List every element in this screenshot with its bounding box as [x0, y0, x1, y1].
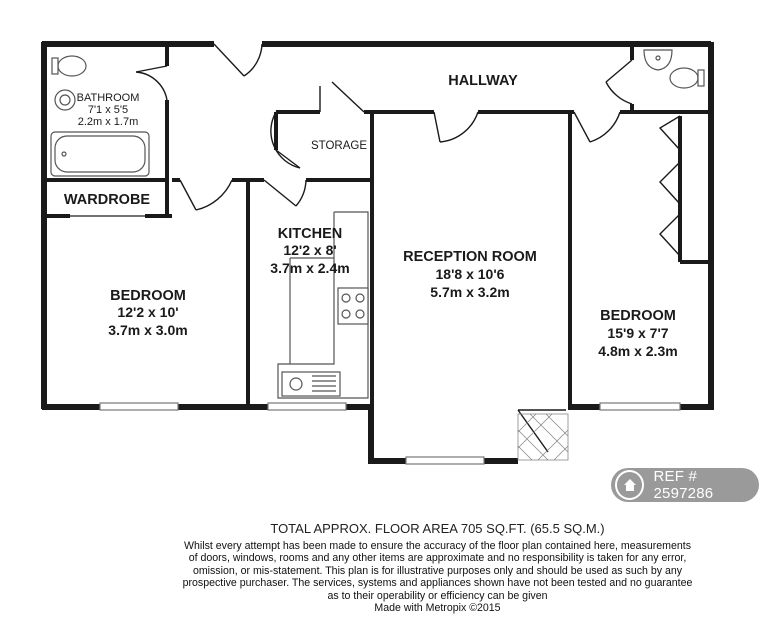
- bathroom-label: BATHROOM: [76, 92, 140, 104]
- bathroom-dim-metric: 2.2m x 1.7m: [77, 116, 139, 128]
- kitchen-label: KITCHEN: [277, 226, 343, 242]
- bedroom-left-label: BEDROOM: [110, 288, 186, 304]
- reference-number: REF # 2597286: [653, 468, 714, 502]
- disclaimer-line: as to their operability or efficiency can be given: [327, 589, 548, 602]
- bedroom-right-dim-metric: 4.8m x 2.3m: [598, 343, 678, 359]
- kitchen-dim-imperial: 12'2 x 8': [283, 242, 337, 258]
- home-icon: [615, 470, 644, 500]
- disclaimer-line: Whilst every attempt has been made to ensure the accuracy of the floor plan contained here, measurements: [183, 540, 691, 552]
- disclaimer-line: omission, or mis-statement. This plan is for illustrative purposes only and should be used as such by any: [192, 564, 683, 577]
- toilet-icon: [58, 56, 86, 76]
- ensuite-toilet-icon: [670, 68, 698, 88]
- reference-badge: [611, 468, 759, 502]
- bedroom-right-dim-imperial: 15'9 x 7'7: [607, 325, 669, 341]
- storage-label: STORAGE: [310, 140, 368, 152]
- bedroom-right-label: BEDROOM: [600, 308, 676, 324]
- total-floor-area: TOTAL APPROX. FLOOR AREA 705 SQ.FT. (65.5 SQ.M.): [270, 521, 605, 536]
- disclaimer-line: prospective purchaser. The services, systems and appliances shown have not been tested and no guarantee: [182, 577, 693, 590]
- hallway-label: HALLWAY: [448, 73, 518, 89]
- reception-label: RECEPTION ROOM: [403, 249, 537, 265]
- hob-icon: [338, 288, 368, 324]
- door-swings: [70, 44, 680, 452]
- bathroom-dim-imperial: 7'1 x 5'5: [87, 104, 129, 116]
- bedroom-left-dim-metric: 3.7m x 3.0m: [108, 322, 188, 338]
- exterior-walls: [42, 42, 714, 464]
- disclaimer-line: of doors, windows, rooms and any other items are approximate and no responsibility is taken for any error,: [188, 552, 687, 565]
- wardrobe-label: WARDROBE: [63, 192, 151, 208]
- credit-line: Made with Metropix ©2015: [374, 602, 501, 615]
- kitchen-dim-metric: 3.7m x 2.4m: [270, 260, 350, 276]
- windows: [100, 403, 680, 464]
- bedroom-left-dim-imperial: 12'2 x 10': [117, 304, 179, 320]
- disclaimer: [150, 540, 725, 614]
- reception-dim-imperial: 18'8 x 10'6: [435, 266, 505, 282]
- reception-dim-metric: 5.7m x 3.2m: [430, 284, 510, 300]
